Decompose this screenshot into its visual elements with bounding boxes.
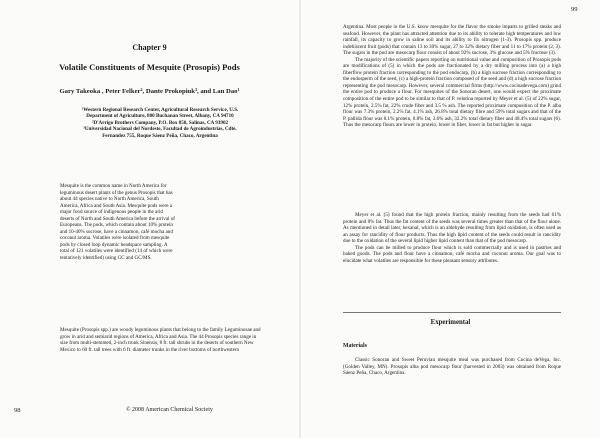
intro-paragraph: Mesquite (Prosopis spp.) are woody leguminous plants that belong to the family Leguminosae and grow in arid and semiarid regions of America, Africa and Asia. The 44 Prosopis species range in size from multi-stemmed, 2-inch trunk Sinensis, 8 ft. tall shrubs in the deserts of southern New Mexico to 60 ft. tall trees with 6 ft. diameter trunks in the river bottoms of northwestern: [60, 327, 261, 353]
body-column-top: [343, 24, 561, 129]
affiliation-line: Department of Agriculture, 800 Buchanan Street, Albany, CA 94710: [86, 113, 234, 120]
abstract-text: Mesquite is the common name in North America for leguminous desert plants of the genus Prosopis that has about 44 species native to North America, South America, Africa and South Asia. Mesquite pods were a major food source of indigenous people in the arid deserts of North and South America before the arrival of Europeans. The pods, which contain about 10% protein and 10-40% sucrose, have a cinnamon, café mocha and coconut aroma. Volatiles were isolated from mesquite pods by closed loop dynamic headspace sampling. A total of 121 volatiles were identified (14 of which were tentatively identified) using GC and GC/MS.: [60, 183, 175, 262]
affiliation-line: ²D'Arrigo Brothers Company, P.O. Box 850, Salinas, CA 93902: [91, 119, 229, 126]
body-paragraph: The majority of the scientific papers reporting on nutritional value and composition of Prosopis pods are modifications of (5) in which the pods are fractionated by a dry milling process into (a) a high fiberflow protein fraction corresponding to the pod endocarp, (b) a high sucrose fraction corresponding to the endosperm of the seed, (c) a high-protein fraction composed of the seed and (d) a high sucrose fraction representing the pod mesocarp. However, several commercial firms (http://www.cocinadevega.com) grind the entire pod to produce a flour. For mesquites of the Sonoran desert, one would expect the proximate composition of the entire pod to be similar to that of P. velutina reported by Meyer et al. (5) of 22% sugar, 12% protein, 2.5% fat, 22% crude fiber and 3.5 % ash. The reported proximate composition of the P. alba flour was 7.3% protein, 2.2% fat, 4.1% ash, 26.8% total dietary fibre and 59% total sugars and that of the P. pallida flour was 8.1% protein, 0.8% fat, 3.6% ash, 32.2% total dietary fiber and 48.4% total sugars (6). Thus the mesocarp flours are lower in protein, lower in fiber, lower in fat but higher in sugar.: [343, 56, 561, 129]
body-paragraph: Meyer et al. (5) found that the high protein fraction, mainly resulting from the seeds had 61% protein and 8% fat. Thus the fat content of the seeds was several times greater than that of the flour alone. As mentioned in detail later, hexanal, which is an aldehyde resulting from lipid oxidation, is often used as an assay for rancidity of flour products. Thus the high lipid content of the seeds could result in rancidity due to the oxidation of the several lipid higher lipid content than that of the pod mesocarp.: [343, 212, 561, 245]
copyright-footer: © 2008 American Chemical Society: [126, 407, 213, 413]
page-number-right: 99: [571, 6, 578, 13]
body-paragraph: The pods can be milled to produce flour which is sold commercially and is used in pastries and baked goods. The pods and flour have a cinnamon, café mocha and coconut aroma. Our goal was to elucidate what volatiles are responsible for these pleasant sensory attributes.: [343, 244, 561, 264]
affiliation-line: Fernandez 755, Roque Sáenz Peña, Chaco, Argentina: [102, 132, 218, 139]
affiliations: [50, 107, 270, 139]
section-divider: [343, 312, 561, 313]
section-heading: Experimental: [430, 319, 471, 326]
chapter-title: Volatile Constituents of Mesquite (Prosopis) Pods: [59, 62, 240, 72]
affiliation-line: ³Universidad Nacional del Nordeste, Facultad de Agroindustrias, Cdte.: [83, 126, 237, 133]
affiliation-line: ¹Western Regional Research Center, Agricultural Research Service, U.S.: [81, 107, 239, 113]
left-page: [0, 0, 299, 438]
right-page: [301, 0, 600, 438]
chapter-label: Chapter 9: [132, 43, 167, 52]
body-column-mid: [343, 212, 561, 264]
subsection-heading: Materials: [343, 343, 367, 349]
authors-line: Gary Takeoka , Peter Felker², Dante Prokopiuk³, and Lan Dao¹: [59, 88, 240, 95]
body-paragraph: Argentina. Most people in the U.S. know mesquite for the flavor the smoke imparts to grilled steaks and seafood. However, the plant has attracted attention due to its ability to tolerate high temperatures and low rainfall, its capacity to grow in saline soil and its ability to fix nitrogen (1-3). Prosopis spp. produce indehiscent fruit (pods) that contain 13 to 30% sugar, 27 to 32% dietary fiber and 11 to 17% protein (2, 3). The sugars in the pod are mesocarp flour consist of about 92% sucrose, 3% glucose and 5% fructose (3).: [343, 24, 561, 57]
materials-paragraph: Classic Sonoran and Sweet Peruvian mesquite meal was purchased from Cocina deVega, Inc. (Golden Valley, MN). Prosopis alba pod mesocarp flour (harvested in 2003) was obtained from Roque Sáenz Peña, Chaco, Argentina.: [343, 357, 561, 377]
page-number-left: 98: [14, 407, 21, 414]
